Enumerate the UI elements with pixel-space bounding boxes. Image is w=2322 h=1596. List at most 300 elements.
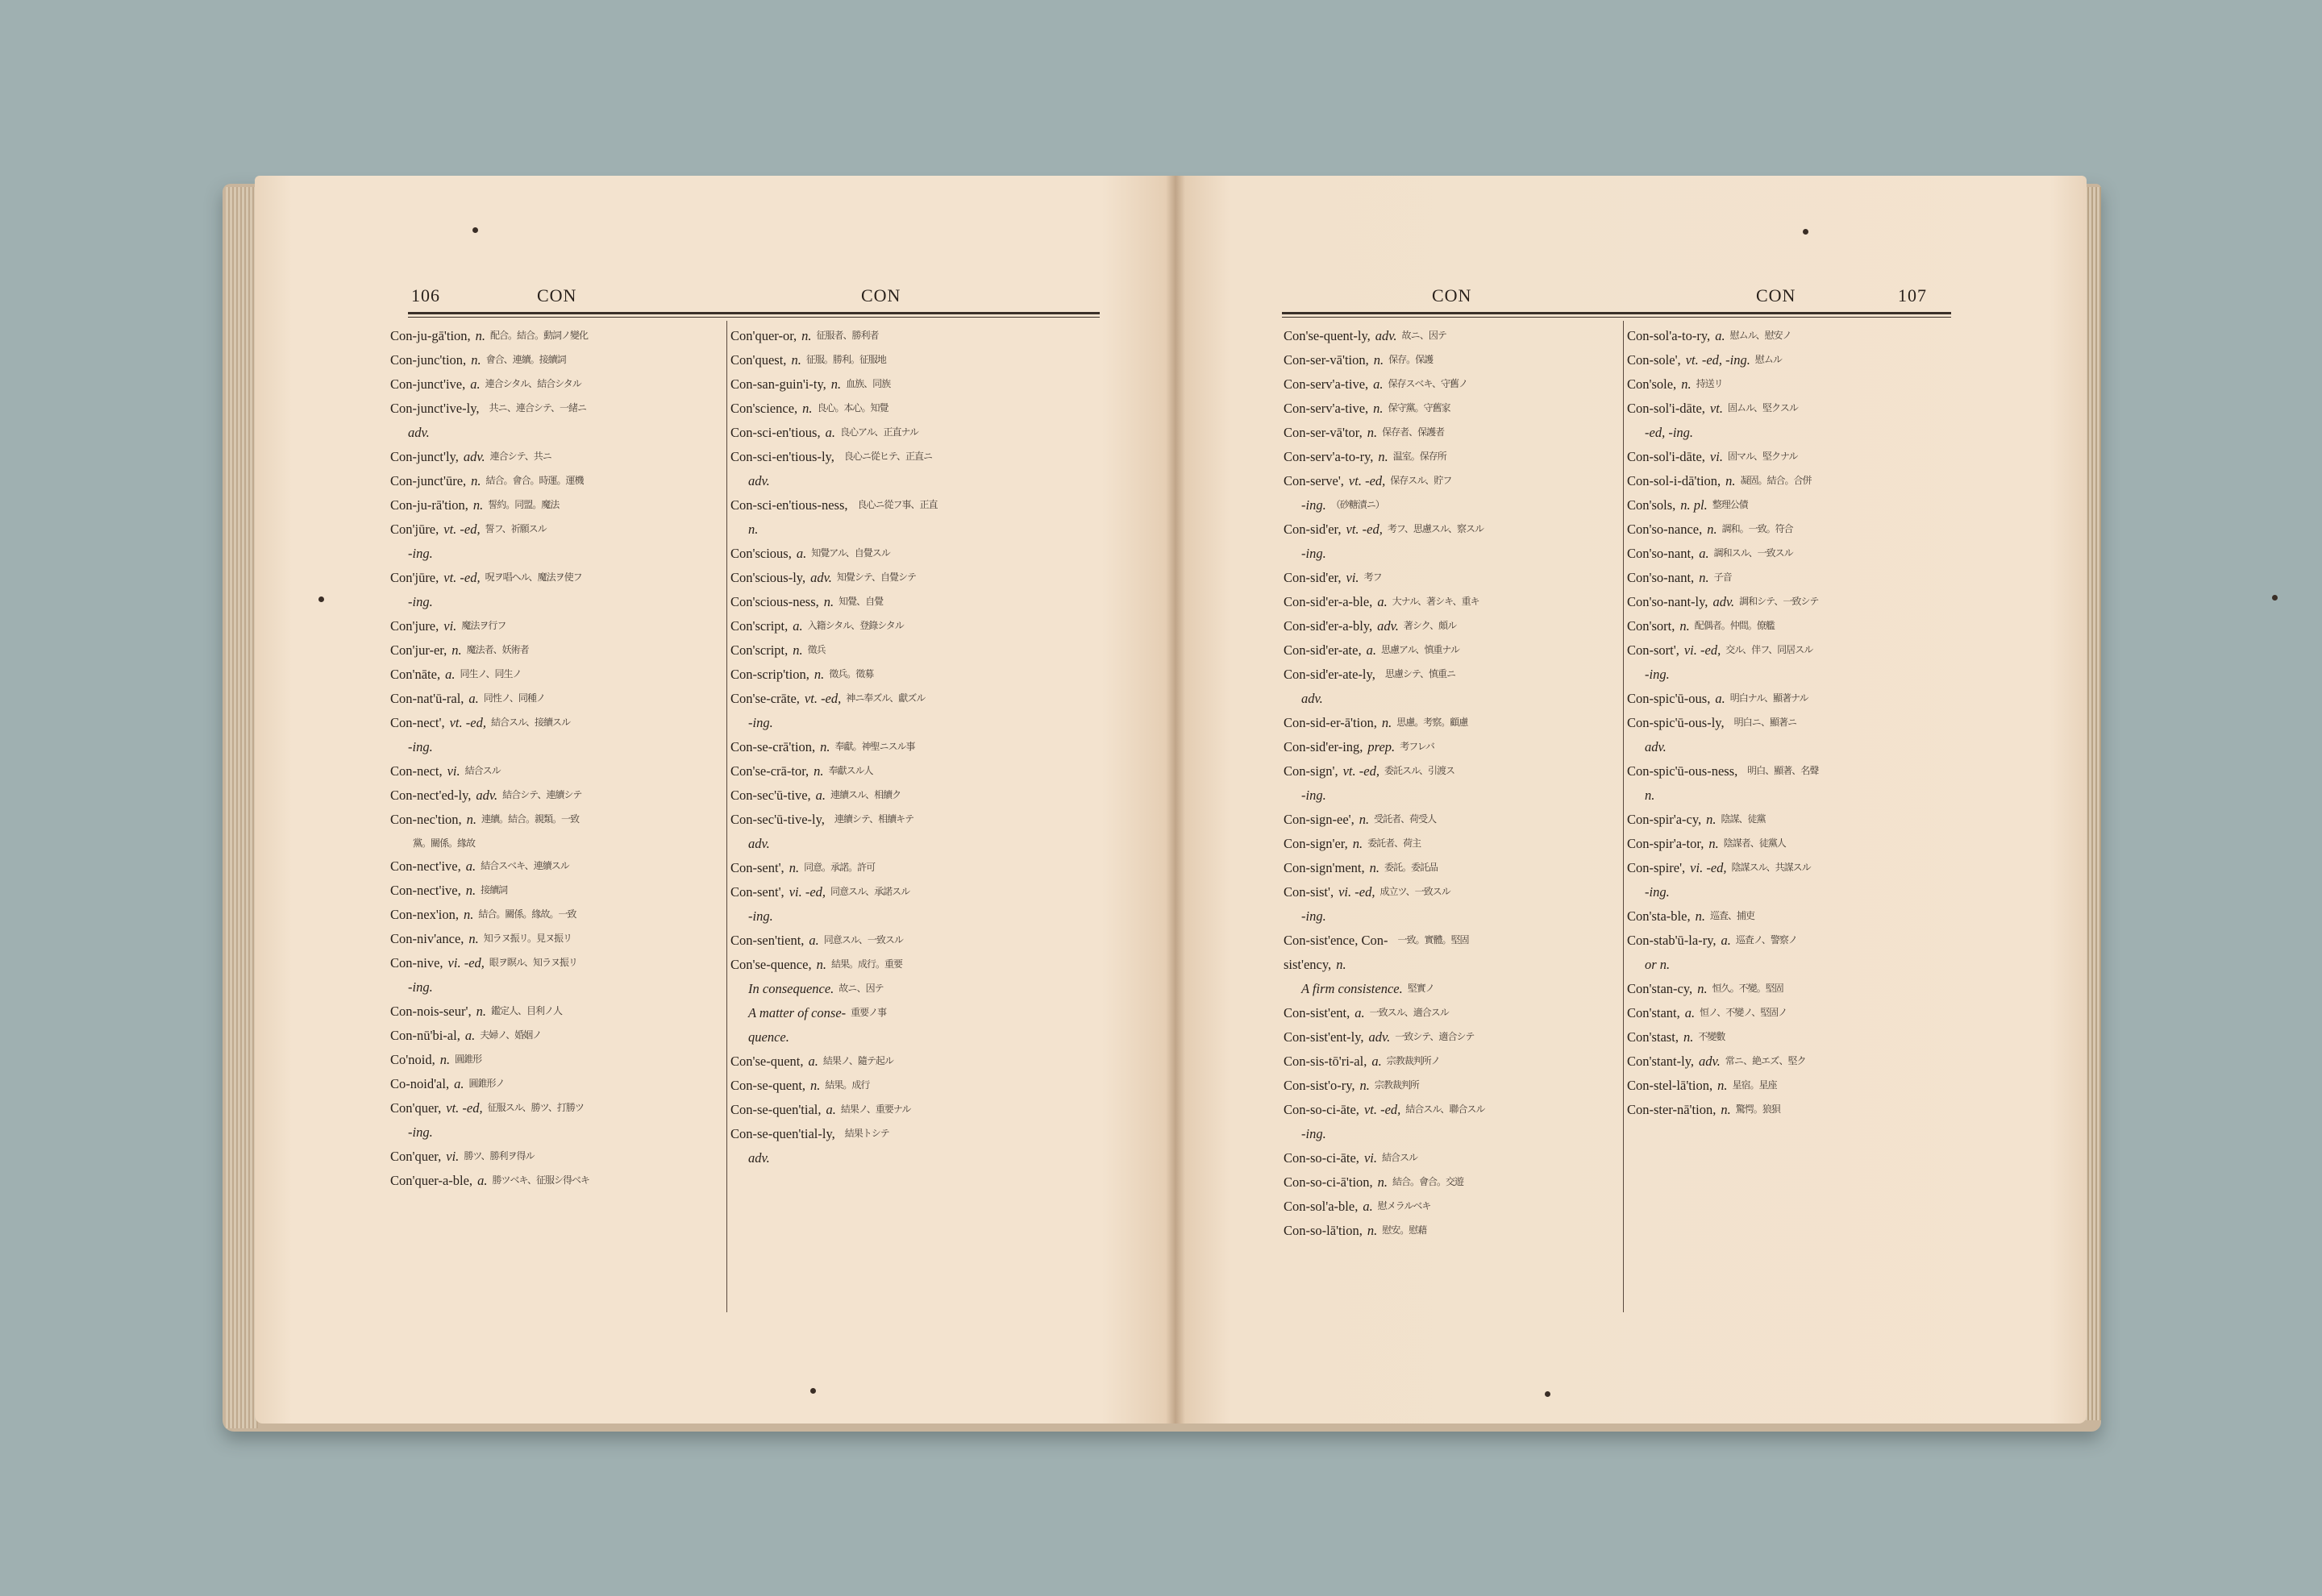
- part-of-speech: -ing.: [408, 594, 433, 609]
- japanese-gloss: 誓フ、祈願スル: [485, 523, 547, 534]
- part-of-speech: n.: [802, 401, 813, 416]
- part-of-speech: vt. -ed,: [443, 522, 481, 537]
- left-page-column-2: [730, 324, 1093, 1170]
- dictionary-entry: [1627, 880, 1966, 904]
- dictionary-entry: [1284, 1001, 1619, 1025]
- dictionary-entry: [1627, 517, 1966, 542]
- headword: Con'quer,: [390, 1149, 442, 1164]
- japanese-gloss: 固マル、堅クナル: [1727, 451, 1798, 462]
- japanese-gloss: 連合シタル、結合シタル: [485, 378, 581, 389]
- part-of-speech: -ing.: [748, 908, 773, 924]
- japanese-gloss: 誓約。同盟。魔法: [488, 499, 560, 510]
- part-of-speech: n.: [471, 352, 481, 368]
- japanese-gloss: 結果ノ、重要ナル: [840, 1103, 911, 1115]
- dictionary-entry: [730, 445, 1093, 469]
- header-rule-right: [1282, 312, 1951, 314]
- part-of-speech: vt. -ed,: [1342, 763, 1379, 779]
- dictionary-entry: [1627, 663, 1966, 687]
- dictionary-entry: [390, 1024, 721, 1048]
- dictionary-entry: [730, 566, 1093, 590]
- dictionary-entry: [390, 493, 721, 517]
- japanese-gloss: 連續スル、相續ク: [830, 789, 901, 800]
- dictionary-entry: [390, 542, 721, 566]
- japanese-gloss: （砂糖漬ニ）: [1330, 499, 1384, 510]
- headword: Con-junct'ūre,: [390, 473, 467, 488]
- dictionary-entry: [1627, 1074, 1966, 1098]
- japanese-gloss: 連合シテ、共ニ: [489, 451, 551, 462]
- japanese-gloss: 一致シテ、適合シテ: [1395, 1031, 1475, 1042]
- left-page-column-1: [390, 324, 721, 1193]
- part-of-speech: vi.: [446, 1149, 460, 1164]
- dictionary-entry: [1284, 469, 1619, 493]
- headword: Con-nū'bi-al,: [390, 1028, 460, 1043]
- headword: Con-sist'ence, Con-: [1284, 933, 1388, 948]
- headword: Con-se-quen'tial-ly,: [730, 1126, 835, 1141]
- dictionary-entry: [1627, 445, 1966, 469]
- dictionary-entry: [1627, 614, 1966, 638]
- part-of-speech: vt. -ed,: [1348, 473, 1386, 488]
- japanese-gloss: 徵兵。徵募: [829, 668, 874, 680]
- part-of-speech: n.: [1367, 425, 1378, 440]
- part-of-speech: n.: [801, 328, 812, 343]
- dictionary-entry: [730, 953, 1093, 977]
- dictionary-entry: [730, 1074, 1093, 1098]
- japanese-gloss: 恒久。不變。堅固: [1712, 983, 1783, 994]
- part-of-speech: n.: [823, 594, 834, 609]
- right-page-column-2: [1627, 324, 1966, 1122]
- japanese-gloss: 鑑定人、目利ノ人: [490, 1005, 562, 1016]
- japanese-gloss: 良心ニ從フ事、正直: [857, 499, 938, 510]
- dictionary-entry: [1284, 832, 1619, 856]
- dictionary-entry: [1284, 687, 1619, 711]
- part-of-speech: n.: [475, 328, 486, 343]
- foxing-spot: [1545, 1391, 1550, 1397]
- right-page-column-1: [1284, 324, 1619, 1243]
- japanese-gloss: 明白ニ、顯著ニ: [1733, 717, 1796, 728]
- japanese-gloss: 結合シテ、連續シテ: [502, 789, 582, 800]
- japanese-gloss: 陰謀者、徒黨人: [1723, 837, 1786, 849]
- dictionary-entry: [1284, 542, 1619, 566]
- dictionary-entry: [1284, 590, 1619, 614]
- headword: Con'sort,: [1627, 618, 1675, 634]
- headword: Con-sid'er-ate-ly,: [1284, 667, 1375, 682]
- headword: Con-sol'a-ble,: [1284, 1199, 1359, 1214]
- headword: sist'ency,: [1284, 957, 1332, 972]
- dictionary-entry: [1284, 663, 1619, 687]
- part-of-speech: -ing.: [1301, 546, 1326, 561]
- dictionary-entry: [390, 832, 721, 854]
- japanese-gloss: 征服者、勝利者: [816, 330, 879, 341]
- headword: Con'quest,: [730, 352, 787, 368]
- headword: Con-ser-vā'tor,: [1284, 425, 1363, 440]
- part-of-speech: -ing.: [408, 1124, 433, 1140]
- japanese-gloss: 奉獻。神聖ニスル事: [834, 741, 915, 752]
- part-of-speech: n.: [1378, 449, 1388, 464]
- part-of-speech: vi.: [443, 618, 457, 634]
- example-phrase: A matter of conse-: [748, 1005, 847, 1020]
- headword: Co-noid'al,: [390, 1076, 450, 1091]
- dictionary-entry: [390, 879, 721, 903]
- japanese-gloss: 勝ツベキ、征服シ得ベキ: [492, 1174, 589, 1186]
- part-of-speech: adv.: [748, 1150, 770, 1166]
- japanese-gloss: 驚愕。狼狽: [1735, 1103, 1780, 1115]
- foxing-spot: [472, 227, 478, 233]
- header-rule-left: [408, 312, 1100, 314]
- headword: Con-sist'o-ry,: [1284, 1078, 1355, 1093]
- dictionary-entry: [730, 1049, 1093, 1074]
- dictionary-entry: [390, 951, 721, 975]
- dictionary-entry: [1627, 904, 1966, 929]
- part-of-speech: vt. -ed,: [1346, 522, 1383, 537]
- dictionary-entry: [1627, 808, 1966, 832]
- dictionary-entry: [390, 614, 721, 638]
- japanese-gloss: 徵兵: [807, 644, 826, 655]
- part-of-speech: a.: [1377, 594, 1388, 609]
- japanese-gloss: 慰ムル、慰安ノ: [1729, 330, 1791, 341]
- dictionary-entry: [730, 1098, 1093, 1122]
- part-of-speech: adv.: [748, 473, 770, 488]
- part-of-speech: a.: [808, 1054, 818, 1069]
- part-of-speech: -ing.: [1301, 908, 1326, 924]
- part-of-speech: n.: [810, 1078, 821, 1093]
- japanese-gloss: 明白ナル、顯著ナル: [1729, 692, 1808, 704]
- part-of-speech: a.: [1684, 1005, 1696, 1020]
- part-of-speech: vi. -ed,: [1690, 860, 1727, 875]
- dictionary-entry: [1627, 348, 1966, 372]
- part-of-speech: n.: [814, 763, 824, 779]
- dictionary-entry: [390, 975, 721, 1000]
- part-of-speech: n.: [1699, 570, 1709, 585]
- japanese-gloss: 知ラヌ振リ。見ヌ振リ: [483, 933, 572, 944]
- headword: Con-serv'a-to-ry,: [1284, 449, 1374, 464]
- headword: Con-ju-gā'tion,: [390, 328, 471, 343]
- part-of-speech: n.: [814, 667, 825, 682]
- headword: Con-junct'ive,: [390, 376, 466, 392]
- dictionary-entry: [730, 590, 1093, 614]
- dictionary-entry: [730, 517, 1093, 542]
- japanese-gloss: 同生ノ、同生ノ: [460, 668, 522, 680]
- dictionary-entry: [730, 832, 1093, 856]
- dictionary-entry: [390, 566, 721, 590]
- part-of-speech: a.: [445, 667, 456, 682]
- headword: Con'se-crāte,: [730, 691, 800, 706]
- headword: Con-sole',: [1627, 352, 1681, 368]
- dictionary-entry: [730, 372, 1093, 397]
- dictionary-entry: [390, 1096, 721, 1120]
- part-of-speech: adv.: [1377, 618, 1399, 634]
- part-of-speech: vt. -ed,: [446, 1100, 483, 1116]
- headword: Con-sist'ent-ly,: [1284, 1029, 1364, 1045]
- japanese-gloss: 子音: [1713, 571, 1732, 583]
- headword: Con'jūre,: [390, 570, 439, 585]
- dictionary-entry: [1284, 638, 1619, 663]
- dictionary-entry: [730, 324, 1093, 348]
- headword: Con-sign'ment,: [1284, 860, 1365, 875]
- part-of-speech: n.: [452, 642, 462, 658]
- japanese-gloss: 共ニ、連合シテ、一緒ニ: [489, 402, 587, 414]
- part-of-speech: n.: [476, 1004, 486, 1019]
- part-of-speech: n.: [468, 931, 479, 946]
- headword: Con'jur-er,: [390, 642, 447, 658]
- dictionary-entry: [1627, 1049, 1966, 1074]
- headword: Con'stast,: [1627, 1029, 1679, 1045]
- part-of-speech: prep.: [1367, 739, 1396, 754]
- dictionary-entry: [730, 759, 1093, 783]
- part-of-speech: vi. -ed,: [447, 955, 485, 970]
- headword: Con'jūre,: [390, 522, 439, 537]
- part-of-speech: n.: [793, 642, 803, 658]
- japanese-gloss: 明白、顯著、名聲: [1747, 765, 1819, 776]
- dictionary-entry: [390, 638, 721, 663]
- column-separator-left: [726, 321, 727, 1312]
- book-gutter: [1166, 176, 1185, 1424]
- headword: Con-spire',: [1627, 860, 1686, 875]
- headword: Con-serve',: [1284, 473, 1344, 488]
- dictionary-entry: [390, 854, 721, 879]
- japanese-gloss: 配合。結合。動詞ノ變化: [490, 330, 589, 341]
- dictionary-entry: [1284, 1025, 1619, 1049]
- dictionary-entry: [1627, 783, 1966, 808]
- japanese-gloss: 著シク、頗ル: [1403, 620, 1457, 631]
- part-of-speech: n.: [439, 1052, 451, 1067]
- headword: Con'so-nant,: [1627, 570, 1695, 585]
- japanese-gloss: 故ニ、因テ: [838, 983, 884, 994]
- part-of-speech: a.: [477, 1173, 488, 1188]
- part-of-speech: vt.: [1709, 401, 1723, 416]
- foxing-spot: [2272, 595, 2278, 601]
- japanese-gloss: 黨。關係。緣故: [413, 837, 476, 849]
- headword: Con'scious-ly,: [730, 570, 806, 585]
- dictionary-entry: [1284, 880, 1619, 904]
- dictionary-entry: [1284, 1098, 1619, 1122]
- dictionary-entry: [390, 687, 721, 711]
- dictionary-entry: [390, 517, 721, 542]
- japanese-gloss: 圓錐形: [455, 1054, 482, 1065]
- japanese-gloss: 堅實ノ: [1407, 983, 1434, 994]
- dictionary-entry: [1284, 856, 1619, 880]
- japanese-gloss: 同意スル、承諾スル: [830, 886, 910, 897]
- japanese-gloss: 成立ツ、一致スル: [1379, 886, 1450, 897]
- part-of-speech: n.: [1373, 401, 1384, 416]
- japanese-gloss: 整理公債: [1712, 499, 1748, 510]
- headword: Con-sol'i-dāte,: [1627, 401, 1705, 416]
- headword: Con'stant,: [1627, 1005, 1680, 1020]
- japanese-gloss: 會合、連續。接續詞: [485, 354, 566, 365]
- part-of-speech: -ing.: [1645, 667, 1670, 682]
- headword: Con-so-lā'tion,: [1284, 1223, 1363, 1238]
- headword: Con-sid'er,: [1284, 570, 1342, 585]
- dictionary-entry: [390, 469, 721, 493]
- japanese-gloss: 固ムル、堅クスル: [1727, 402, 1798, 414]
- part-of-speech: n.: [1721, 1102, 1731, 1117]
- headword: Con'script,: [730, 642, 789, 658]
- headword: Con-ju-rā'tion,: [390, 497, 468, 513]
- dictionary-entry: [1284, 711, 1619, 735]
- part-of-speech: n.: [464, 907, 474, 922]
- headword: Con-so-ci-ā'tion,: [1284, 1174, 1373, 1190]
- headword: Con'nāte,: [390, 667, 441, 682]
- headword: Con-sid'er-ing,: [1284, 739, 1363, 754]
- part-of-speech: a.: [796, 546, 807, 561]
- example-phrase: In consequence.: [748, 981, 834, 996]
- dictionary-entry: [1627, 1098, 1966, 1122]
- dictionary-entry: [1284, 614, 1619, 638]
- part-of-speech: n.: [1336, 957, 1346, 972]
- dictionary-entry: [1284, 1122, 1619, 1146]
- dictionary-entry: [1284, 1195, 1619, 1219]
- japanese-gloss: 奉獻スル人: [828, 765, 873, 776]
- dictionary-entry: [730, 711, 1093, 735]
- part-of-speech: n.: [1707, 522, 1717, 537]
- japanese-gloss: 結合スル: [1381, 1152, 1417, 1163]
- dictionary-entry: [1284, 808, 1619, 832]
- part-of-speech: n.: [1367, 1223, 1378, 1238]
- part-of-speech: a.: [1366, 642, 1376, 658]
- japanese-gloss: 結果ノ、隨テ起ル: [822, 1055, 893, 1066]
- japanese-gloss: 眼ヲ瞑ル、知ラヌ振リ: [489, 957, 577, 968]
- headword: Con-stel-lā'tion,: [1627, 1078, 1713, 1093]
- dictionary-entry: [390, 808, 721, 832]
- japanese-gloss: 結合。會合。交遊: [1392, 1176, 1464, 1187]
- japanese-gloss: 一致スル、適合スル: [1369, 1007, 1449, 1018]
- dictionary-entry: [730, 808, 1093, 832]
- dictionary-entry: [1284, 1146, 1619, 1170]
- dictionary-entry: [730, 977, 1093, 1001]
- dictionary-entry: [1284, 783, 1619, 808]
- japanese-gloss: 考フ、思慮スル、察スル: [1387, 523, 1484, 534]
- japanese-gloss: 保存。保護: [1388, 354, 1434, 365]
- headword: Con'se-quence,: [730, 957, 812, 972]
- part-of-speech: n.: [816, 957, 826, 972]
- japanese-gloss: 持送リ: [1696, 378, 1723, 389]
- dictionary-entry: [390, 783, 721, 808]
- dictionary-entry: [390, 1048, 721, 1072]
- headword: Co'noid,: [390, 1052, 435, 1067]
- dictionary-entry: [730, 735, 1093, 759]
- dictionary-entry: [1627, 977, 1966, 1001]
- dictionary-entry: [390, 903, 721, 927]
- part-of-speech: vi.: [447, 763, 460, 779]
- japanese-gloss: 結合スル: [464, 765, 501, 776]
- dictionary-entry: [1627, 953, 1966, 977]
- part-of-speech: n. pl.: [1680, 497, 1708, 513]
- japanese-gloss: 結合スル、聯合スル: [1405, 1103, 1485, 1115]
- headword: Con'sta-ble,: [1627, 908, 1691, 924]
- headword: Con-spic'ū-ous-ness,: [1627, 763, 1738, 779]
- headword: Con'scious-ness,: [730, 594, 819, 609]
- dictionary-entry: [1284, 735, 1619, 759]
- japanese-gloss: 血族、同族: [846, 378, 891, 389]
- japanese-gloss: 調和シテ、一致シテ: [1739, 596, 1819, 607]
- dictionary-entry: [390, 397, 721, 421]
- japanese-gloss: 温室。保存所: [1392, 451, 1446, 462]
- dictionary-entry: [1627, 735, 1966, 759]
- dictionary-entry: [1284, 1219, 1619, 1243]
- headword: Con'script,: [730, 618, 789, 634]
- headword: Con-sid'er,: [1284, 522, 1342, 537]
- japanese-gloss: 知覺、自覺: [838, 596, 884, 607]
- part-of-speech: a.: [470, 376, 481, 392]
- dictionary-entry: [730, 880, 1093, 904]
- headword: Con'so-nant-ly,: [1627, 594, 1708, 609]
- headword: Con-se-quent,: [730, 1078, 806, 1093]
- part-of-speech: a.: [825, 425, 835, 440]
- part-of-speech: n.: [1373, 352, 1384, 368]
- headword: Con-sol-i-dā'tion,: [1627, 473, 1721, 488]
- headword: Con-nect'ed-ly,: [390, 788, 472, 803]
- part-of-speech: adv.: [408, 425, 430, 440]
- part-of-speech: -ing.: [1301, 788, 1326, 803]
- dictionary-entry: [730, 904, 1093, 929]
- part-of-speech: adv.: [476, 788, 498, 803]
- part-of-speech: n.: [789, 860, 800, 875]
- dictionary-entry: [1284, 324, 1619, 348]
- headword: Con'quer-or,: [730, 328, 797, 343]
- japanese-gloss: 委託スル、引渡ス: [1384, 765, 1455, 776]
- japanese-gloss: 宗教裁判所ノ: [1386, 1055, 1440, 1066]
- japanese-gloss: 大ナル、著シキ、重キ: [1392, 596, 1479, 607]
- dictionary-entry: [1627, 493, 1966, 517]
- part-of-speech: n.: [1683, 1029, 1694, 1045]
- japanese-gloss: 保存スベキ、守舊ノ: [1388, 378, 1468, 389]
- part-of-speech: adv.: [1375, 328, 1397, 343]
- japanese-gloss: 不變數: [1698, 1031, 1725, 1042]
- dictionary-entry: [390, 1169, 721, 1193]
- headword: Con'sols,: [1627, 497, 1676, 513]
- part-of-speech: adv.: [748, 836, 770, 851]
- example-phrase: A firm consistence.: [1301, 981, 1403, 996]
- dictionary-entry: [1284, 759, 1619, 783]
- part-of-speech: -ing.: [408, 739, 433, 754]
- headword: Con-so-ci-āte,: [1284, 1102, 1359, 1117]
- headword: Con-sol'a-to-ry,: [1627, 328, 1711, 343]
- part-of-speech: n.: [1359, 1078, 1370, 1093]
- part-of-speech: -ing.: [408, 546, 433, 561]
- headword: Con-ster-nā'tion,: [1627, 1102, 1717, 1117]
- japanese-gloss: 故ニ、因テ: [1401, 330, 1446, 341]
- part-of-speech: n.: [1697, 981, 1708, 996]
- part-of-speech: -ed, -ing.: [1645, 425, 1694, 440]
- headword: Con-se-quen'tial,: [730, 1102, 822, 1117]
- headword: Con-sid-er-ā'tion,: [1284, 715, 1377, 730]
- japanese-gloss: 考フレバ: [1400, 741, 1434, 752]
- part-of-speech: a.: [464, 1028, 476, 1043]
- dictionary-entry: [1627, 759, 1966, 783]
- dictionary-entry: [1627, 590, 1966, 614]
- japanese-gloss: 良心。本心。知覺: [817, 402, 888, 414]
- part-of-speech: a.: [468, 691, 479, 706]
- japanese-gloss: 接續詞: [481, 884, 508, 896]
- headword: Con-san-guin'i-ty,: [730, 376, 826, 392]
- japanese-gloss: 結合。關係。緣故。一致: [478, 908, 576, 920]
- part-of-speech: n.: [748, 522, 759, 537]
- japanese-gloss: 圓錐形ノ: [468, 1078, 505, 1089]
- part-of-speech: a.: [1699, 546, 1709, 561]
- japanese-gloss: 陰謀スル、共謀スル: [1731, 862, 1811, 873]
- japanese-gloss: 魔法者、妖術者: [466, 644, 529, 655]
- part-of-speech: -ing.: [1645, 884, 1670, 900]
- japanese-gloss: 思慮シテ、慎重ニ: [1384, 668, 1455, 680]
- headword: Con-nec'tion,: [390, 812, 462, 827]
- dictionary-entry: [1627, 324, 1966, 348]
- dictionary-entry: [1284, 566, 1619, 590]
- dictionary-entry: [390, 1145, 721, 1169]
- dictionary-entry: [1627, 856, 1966, 880]
- headword: Con'se-quent-ly,: [1284, 328, 1371, 343]
- part-of-speech: a.: [826, 1102, 836, 1117]
- dictionary-entry: [730, 856, 1093, 880]
- dictionary-entry: [1284, 953, 1619, 977]
